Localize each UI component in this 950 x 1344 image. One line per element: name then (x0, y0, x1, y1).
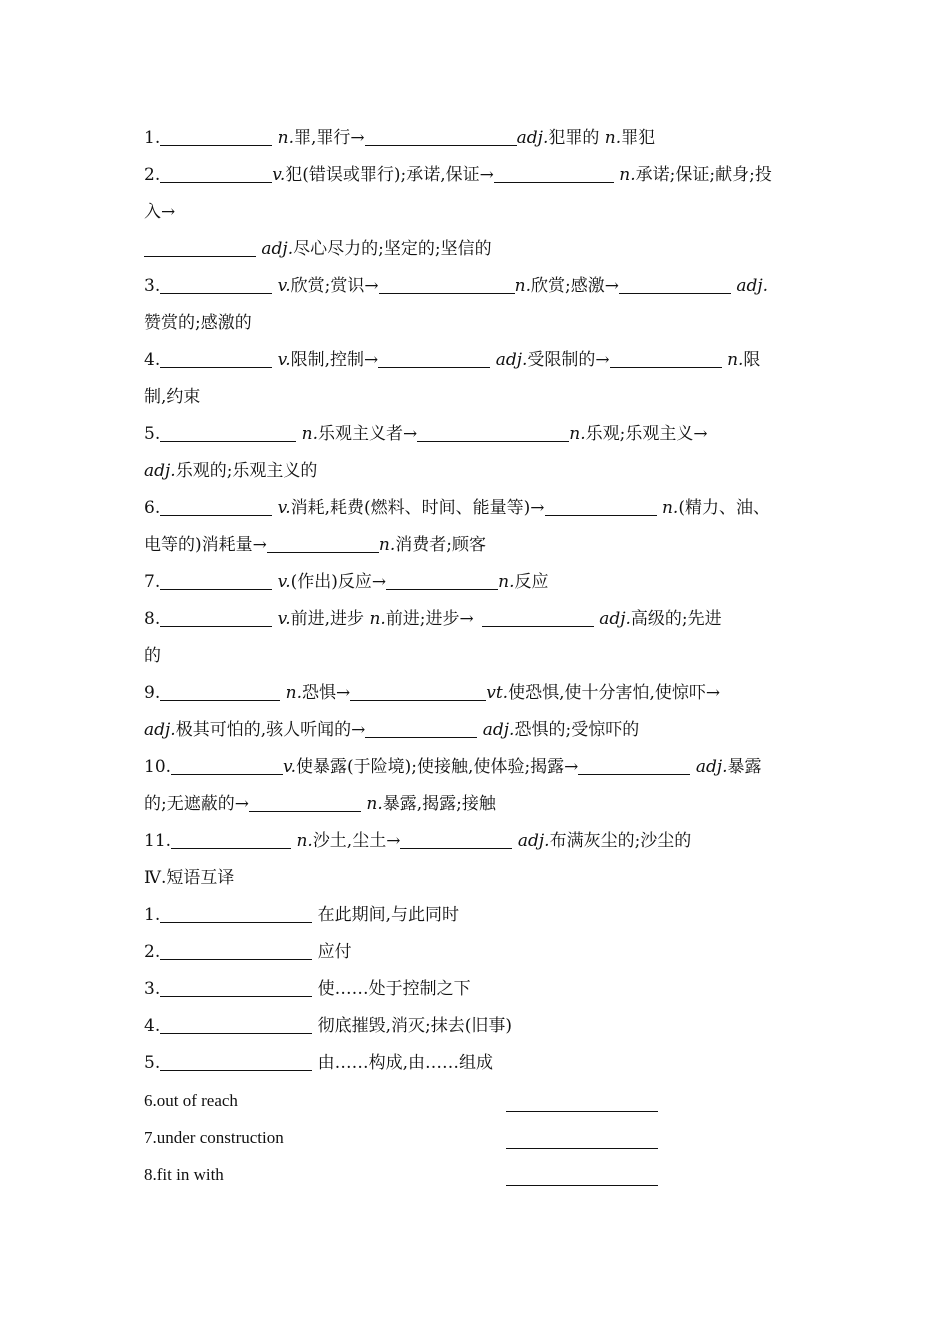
english-phrase-7: 7.under construction (144, 1119, 808, 1156)
item-9: 9. n.恐惧→ vt.使恐惧,使十分害怕,使惊吓→ (144, 675, 808, 712)
blank[interactable] (506, 1163, 658, 1186)
item-8-cont: 的 (144, 646, 161, 666)
blank[interactable] (160, 345, 272, 368)
phrase-1: 1. 在此期间,与此同时 (144, 897, 808, 934)
item-11: 11. n.沙土,尘土→ adj.布满灰尘的;沙尘的 (144, 823, 808, 860)
blank[interactable] (365, 123, 517, 146)
blank[interactable] (506, 1126, 658, 1149)
blank[interactable] (160, 937, 312, 960)
item-6: 6. v.消耗,耗费(燃料、时间、能量等)→ n.(精力、油、 (144, 490, 808, 527)
blank[interactable] (386, 567, 498, 590)
item-1: 1. n.罪,罪行→ adj.犯罪的 n.罪犯 (144, 120, 808, 157)
worksheet (144, 120, 808, 1193)
item-3-cont: 赞赏的;感激的 (144, 313, 252, 333)
blank[interactable] (494, 160, 614, 183)
blank[interactable] (160, 900, 312, 923)
english-phrase-6: 6.out of reach (144, 1082, 808, 1119)
blank[interactable] (379, 271, 515, 294)
blank[interactable] (171, 752, 283, 775)
blank[interactable] (267, 530, 379, 553)
section-title: Ⅳ.短语互译 (144, 868, 235, 888)
blank[interactable] (506, 1089, 658, 1112)
blank[interactable] (160, 160, 272, 183)
blank[interactable] (350, 678, 486, 701)
blank[interactable] (160, 974, 312, 997)
blank[interactable] (160, 567, 272, 590)
blank[interactable] (160, 1011, 312, 1034)
blank[interactable] (378, 345, 490, 368)
blank[interactable] (160, 123, 272, 146)
blank[interactable] (610, 345, 722, 368)
item-10-cont: 的;无遮蔽的→ n.暴露,揭露;接触 (144, 786, 808, 823)
blank[interactable] (578, 752, 690, 775)
item-3: 3. v.欣赏;赏识→ n.欣赏;感激→ adj. (144, 268, 808, 305)
item-2: 2. v.犯(错误或罪行);承诺,保证→ n.承诺;保证;献身;投 (144, 157, 808, 194)
blank[interactable] (144, 234, 256, 257)
item-4-cont: 制,约束 (144, 387, 201, 407)
english-phrase-8: 8.fit in with (144, 1156, 808, 1193)
phrase-3: 3. 使……处于控制之下 (144, 971, 808, 1008)
blank[interactable] (249, 789, 361, 812)
blank[interactable] (160, 604, 272, 627)
item-2-cont2: adj.尽心尽力的;坚定的;坚信的 (144, 231, 808, 268)
item-4: 4. v.限制,控制→ adj.受限制的→ n.限 (144, 342, 808, 379)
blank[interactable] (482, 604, 594, 627)
blank[interactable] (160, 419, 296, 442)
phrase-4: 4. 彻底摧毁,消灭;抹去(旧事) (144, 1008, 808, 1045)
item-5: 5. n.乐观主义者→ n.乐观;乐观主义→ (144, 416, 808, 453)
blank[interactable] (545, 493, 657, 516)
blank[interactable] (619, 271, 731, 294)
blank[interactable] (160, 678, 280, 701)
item-7: 7. v.(作出)反应→ n.反应 (144, 564, 808, 601)
item-2-cont: 入→ (144, 202, 176, 222)
item-6-cont: 电等的)消耗量→ n.消费者;顾客 (144, 527, 808, 564)
item-10: 10. v.使暴露(于险境);使接触,使体验;揭露→ adj.暴露 (144, 749, 808, 786)
phrase-5: 5. 由……构成,由……组成 (144, 1045, 808, 1082)
blank[interactable] (400, 826, 512, 849)
blank[interactable] (417, 419, 569, 442)
item-9-cont: adj.极其可怕的,骇人听闻的→ adj.恐惧的;受惊吓的 (144, 712, 808, 749)
blank[interactable] (160, 271, 272, 294)
blank[interactable] (365, 715, 477, 738)
phrase-2: 2. 应付 (144, 934, 808, 971)
item-5-cont: adj.乐观的;乐观主义的 (144, 461, 318, 481)
blank[interactable] (171, 826, 291, 849)
item-8: 8. v.前进,进步 n.前进;进步→ adj.高级的;先进 (144, 601, 808, 638)
blank[interactable] (160, 1048, 312, 1071)
blank[interactable] (160, 493, 272, 516)
